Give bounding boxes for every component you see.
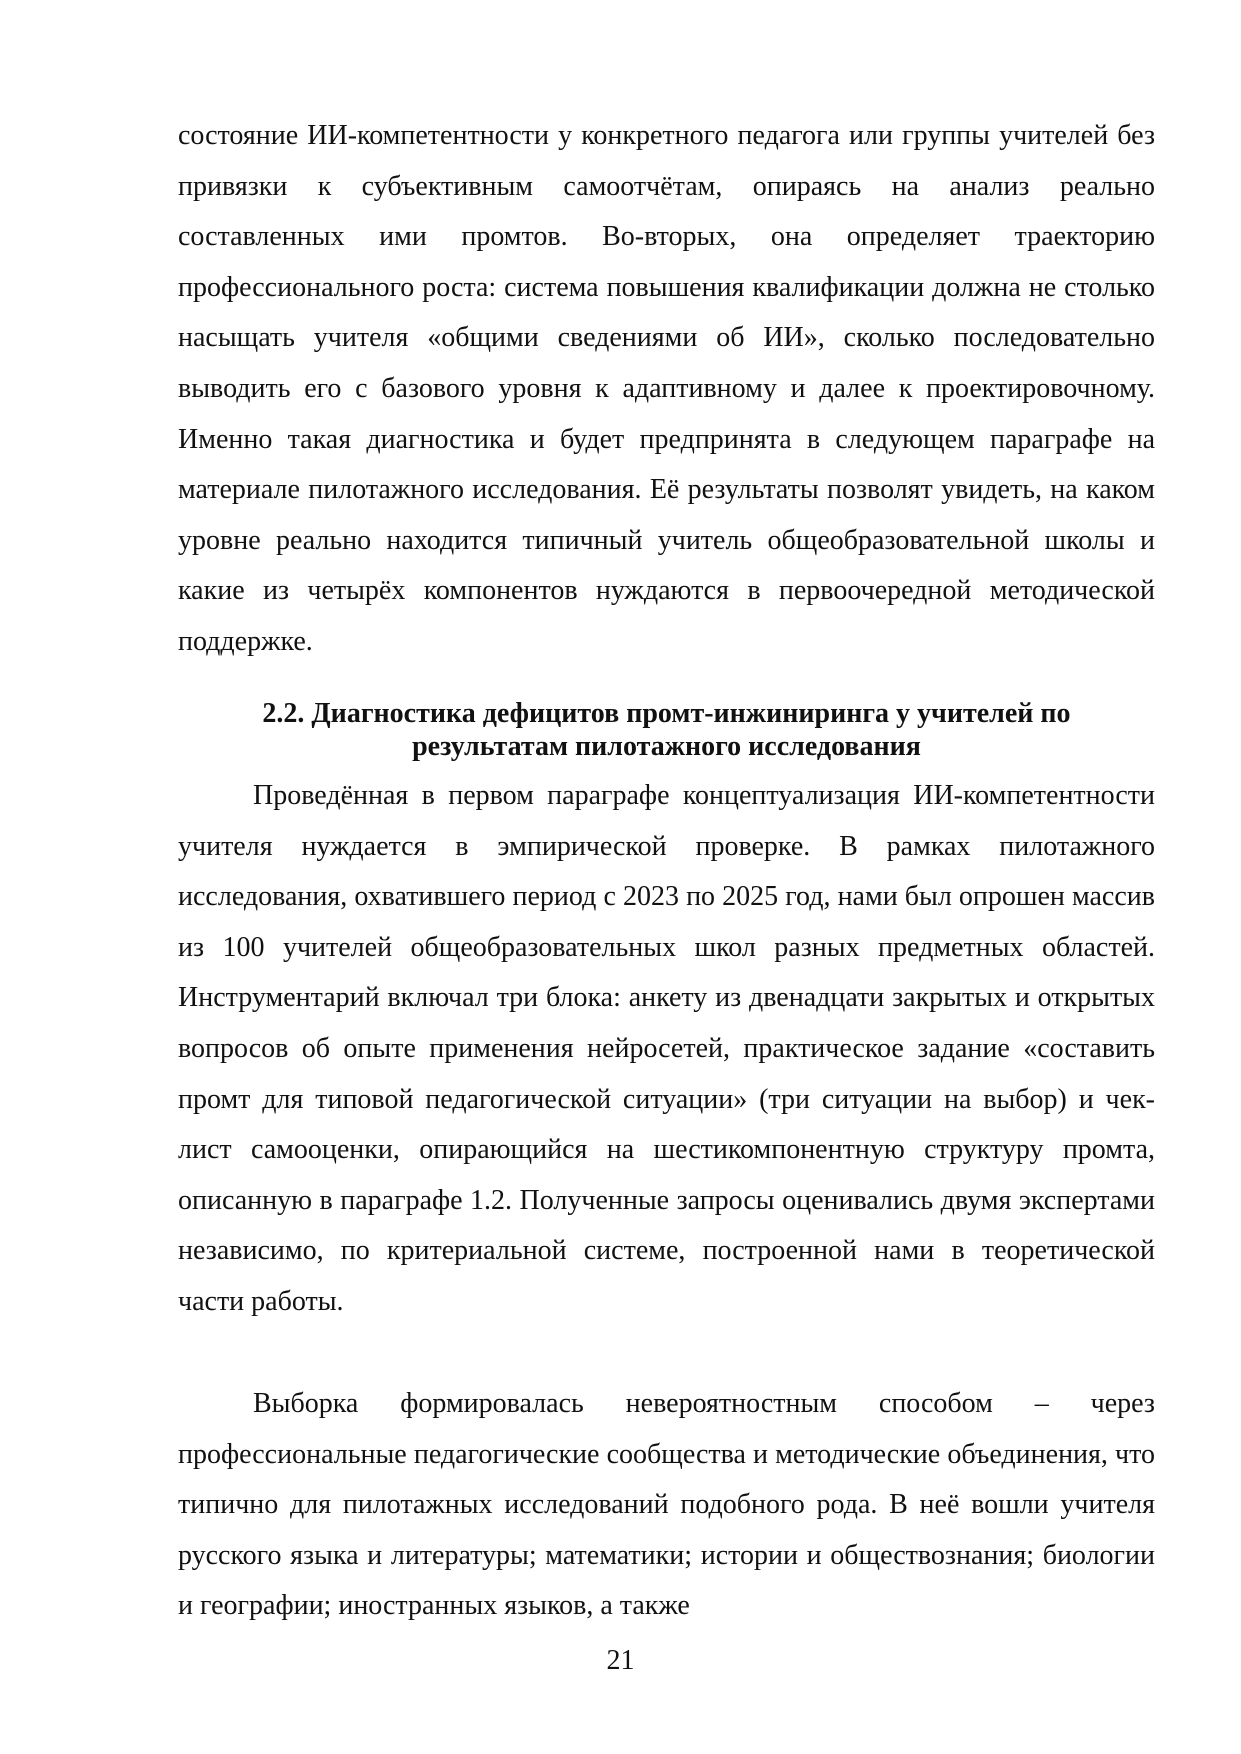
paragraph-block-1 (178, 111, 1155, 668)
page-number: 21 (606, 1645, 635, 1676)
body-paragraph: состояние ИИ-компетентности у конкретного педагога или группы учителей без привязки к субъективным самоотчётам, опираясь на анализ реально составленных ими промтов. Во-вторых, она определяет траекторию профессионального роста: система повышения квалификации должна не столько насыщать учителя «общими сведениями об ИИ», сколько последовательно выводить его с базового уровня к адаптивному и далее к проектировочному. Именно такая диагностика и будет предпринята в следующем параграфе на материале пилотажного исследования. Её результаты позволят увидеть, на каком уровне реально находится типичный учитель общеобразовательной школы и какие из четырёх компонентов нуждаются в первоочередной методической поддержке. (178, 120, 1155, 657)
body-paragraph: Выборка формировалась невероятностным способом – через профессиональные педагогические сообщества и методические объединения, что типично для пилотажных исследований подобного рода. В неё вошли учителя русского языка и литературы; математики; истории и обществознания; биологии и географии; иностранных языков, а также (178, 1388, 1155, 1622)
section-heading-line-2: результатам пилотажного исследования (412, 731, 921, 762)
section-heading (178, 697, 1155, 763)
body-paragraph: Проведённая в первом параграфе концептуализация ИИ-компетентности учителя нуждается в эмпирической проверке. В рамках пилотажного исследования, охватившего период с 2023 по 2025 год, нами был опрошен массив из 100 учителей общеобразовательных школ разных предметных областей. Инструментарий включал три блока: анкету из двенадцати закрытых и открытых вопросов об опыте применения нейросетей, практическое задание «составить промт для типовой педагогической ситуации» (три ситуации на выбор) и чек-лист самооценки, опирающийся на шестикомпонентную структуру промта, описанную в параграфе 1.2. Полученные запросы оценивались двумя экспертами независимо, по критериальной системе, построенной нами в теоретической части работы. (178, 780, 1155, 1317)
section-heading-line-1: 2.2. Диагностика дефицитов промт-инжиниринга у учителей по (262, 698, 1071, 729)
paragraph-block-2 (178, 771, 1155, 1328)
paragraph-block-3 (178, 1379, 1155, 1632)
